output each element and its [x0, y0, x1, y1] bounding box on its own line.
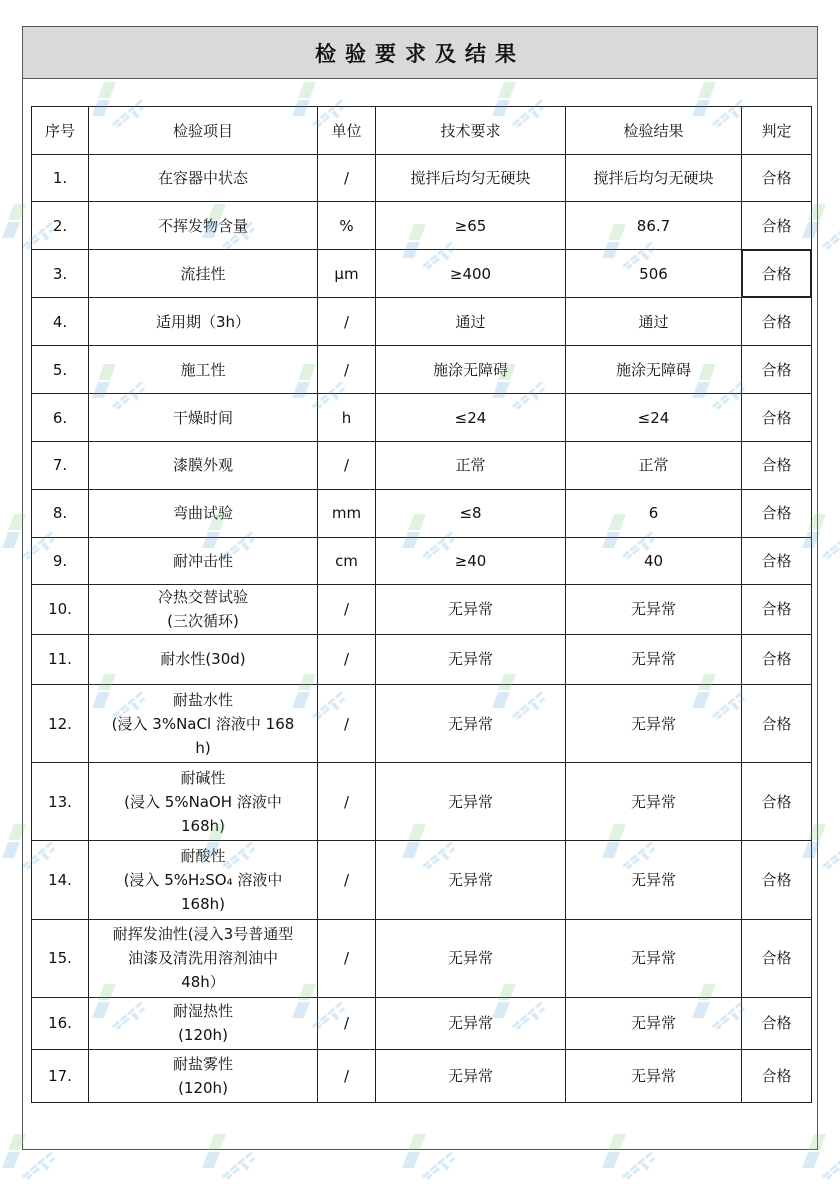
header-judgement: 判定	[742, 107, 812, 155]
table-row	[32, 489, 812, 537]
cell-result: 正常	[566, 441, 742, 489]
cell-unit: /	[318, 298, 376, 346]
table-row	[32, 841, 812, 919]
cell-item-line: 耐酸性	[180, 846, 226, 865]
header-item: 检验项目	[89, 107, 318, 155]
cell-requirement: ≥400	[376, 250, 566, 298]
cell-item	[89, 1049, 318, 1102]
cell-item-line: 油漆及清洗用溶剂油中	[127, 949, 278, 968]
cell-requirement: ≥65	[376, 202, 566, 250]
cell-unit: /	[318, 155, 376, 202]
cell-requirement: 通过	[376, 298, 566, 346]
cell-no: 16.	[32, 997, 89, 1049]
cell-item-line: 干燥时间	[172, 408, 233, 427]
cell-no: 1.	[32, 155, 89, 202]
cell-item	[89, 685, 318, 763]
cell-item	[89, 634, 318, 684]
cell-result: 无异常	[566, 685, 742, 763]
cell-judgement: 合格	[742, 685, 812, 763]
table-row	[32, 634, 812, 684]
cell-requirement: 无异常	[376, 841, 566, 919]
table-row	[32, 763, 812, 841]
table-row	[32, 584, 812, 634]
cell-item	[89, 997, 318, 1049]
header-result: 检验结果	[566, 107, 742, 155]
cell-item-line: 施工性	[180, 360, 226, 379]
cell-item	[89, 155, 318, 202]
cell-result: 无异常	[566, 919, 742, 997]
cell-unit: /	[318, 634, 376, 684]
table-row	[32, 250, 812, 298]
cell-item-line: 耐盐水性	[172, 690, 233, 709]
cell-result: 无异常	[566, 634, 742, 684]
cell-item-line: h)	[195, 738, 211, 757]
cell-judgement: 合格	[742, 919, 812, 997]
cell-item-line: 耐冲击性	[172, 551, 233, 570]
cell-requirement: 施涂无障碍	[376, 346, 566, 394]
cell-no: 11.	[32, 634, 89, 684]
table-row	[32, 685, 812, 763]
cell-judgement: 合格	[742, 584, 812, 634]
cell-unit: /	[318, 346, 376, 394]
cell-result: 无异常	[566, 841, 742, 919]
cell-judgement: 合格	[742, 537, 812, 584]
cell-judgement: 合格	[742, 1049, 812, 1102]
cell-item-line: 漆膜外观	[172, 456, 233, 475]
document-title: 检验要求及结果	[315, 40, 525, 66]
cell-result: 无异常	[566, 584, 742, 634]
cell-no: 17.	[32, 1049, 89, 1102]
inspection-results-table	[31, 106, 812, 1103]
table-row	[32, 346, 812, 394]
cell-result: 无异常	[566, 1049, 742, 1102]
cell-requirement: 无异常	[376, 584, 566, 634]
cell-item-line: 在容器中状态	[157, 169, 248, 188]
header-no: 序号	[32, 107, 89, 155]
cell-requirement: ≤24	[376, 394, 566, 441]
table-header-row	[32, 107, 812, 155]
cell-unit: cm	[318, 537, 376, 584]
cell-judgement: 合格	[742, 250, 812, 298]
cell-unit: /	[318, 441, 376, 489]
cell-requirement: 无异常	[376, 685, 566, 763]
cell-item-line: (三次循环)	[167, 612, 239, 631]
cell-no: 4.	[32, 298, 89, 346]
cell-no: 12.	[32, 685, 89, 763]
cell-item	[89, 250, 318, 298]
cell-requirement: ≥40	[376, 537, 566, 584]
cell-item-line: 流挂性	[180, 264, 226, 283]
cell-judgement: 合格	[742, 394, 812, 441]
cell-item	[89, 202, 318, 250]
cell-item-line: 耐碱性	[180, 768, 226, 787]
cell-requirement: 无异常	[376, 634, 566, 684]
cell-item-line: 48h）	[181, 973, 225, 992]
cell-requirement: 无异常	[376, 919, 566, 997]
cell-item-line: 不挥发物含量	[157, 216, 248, 235]
cell-item-line: 冷热交替试验	[157, 588, 248, 607]
title-bar	[22, 26, 818, 79]
cell-item	[89, 919, 318, 997]
cell-no: 2.	[32, 202, 89, 250]
cell-requirement: 无异常	[376, 997, 566, 1049]
cell-unit: h	[318, 394, 376, 441]
cell-result: 40	[566, 537, 742, 584]
cell-unit: /	[318, 919, 376, 997]
cell-unit: mm	[318, 489, 376, 537]
cell-requirement: ≤8	[376, 489, 566, 537]
cell-item-line: 耐水性(30d)	[160, 650, 246, 669]
cell-judgement: 合格	[742, 763, 812, 841]
cell-item-line: (120h)	[178, 1078, 228, 1097]
cell-item-line: (浸入 5%H₂SO₄ 溶液中	[123, 870, 283, 889]
cell-unit: /	[318, 841, 376, 919]
cell-judgement: 合格	[742, 155, 812, 202]
cell-item	[89, 441, 318, 489]
cell-unit: /	[318, 584, 376, 634]
cell-judgement: 合格	[742, 634, 812, 684]
cell-requirement: 搅拌后均匀无硬块	[376, 155, 566, 202]
cell-item-line: 弯曲试验	[172, 504, 233, 523]
cell-unit: %	[318, 202, 376, 250]
cell-no: 13.	[32, 763, 89, 841]
cell-unit: /	[318, 763, 376, 841]
cell-result: 施涂无障碍	[566, 346, 742, 394]
table-row	[32, 997, 812, 1049]
cell-item-line: 168h)	[181, 816, 225, 835]
cell-result: 6	[566, 489, 742, 537]
table-row	[32, 202, 812, 250]
table-row	[32, 441, 812, 489]
cell-unit: /	[318, 997, 376, 1049]
table-row	[32, 1049, 812, 1102]
cell-item-line: 168h)	[181, 894, 225, 913]
cell-result: 通过	[566, 298, 742, 346]
cell-result: 506	[566, 250, 742, 298]
cell-item	[89, 298, 318, 346]
header-requirement: 技术要求	[376, 107, 566, 155]
table-body	[32, 155, 812, 1103]
cell-unit: μm	[318, 250, 376, 298]
cell-no: 7.	[32, 441, 89, 489]
cell-no: 8.	[32, 489, 89, 537]
cell-no: 3.	[32, 250, 89, 298]
cell-result: ≤24	[566, 394, 742, 441]
cell-no: 6.	[32, 394, 89, 441]
cell-unit: /	[318, 685, 376, 763]
cell-no: 5.	[32, 346, 89, 394]
cell-requirement: 无异常	[376, 1049, 566, 1102]
cell-result: 搅拌后均匀无硬块	[566, 155, 742, 202]
cell-result: 86.7	[566, 202, 742, 250]
cell-no: 10.	[32, 584, 89, 634]
table-row	[32, 919, 812, 997]
cell-no: 9.	[32, 537, 89, 584]
cell-result: 无异常	[566, 763, 742, 841]
cell-result: 无异常	[566, 997, 742, 1049]
cell-item-line: 耐挥发油性(浸入3号普通型	[112, 925, 294, 944]
cell-item	[89, 584, 318, 634]
cell-judgement: 合格	[742, 997, 812, 1049]
cell-item	[89, 763, 318, 841]
cell-no: 15.	[32, 919, 89, 997]
cell-no: 14.	[32, 841, 89, 919]
cell-item	[89, 489, 318, 537]
cell-requirement: 正常	[376, 441, 566, 489]
cell-item	[89, 537, 318, 584]
cell-item	[89, 346, 318, 394]
cell-judgement: 合格	[742, 346, 812, 394]
cell-item-line: (浸入 3%NaCl 溶液中 168	[111, 714, 295, 733]
cell-item-line: 耐盐雾性	[172, 1054, 233, 1073]
cell-judgement: 合格	[742, 202, 812, 250]
cell-unit: /	[318, 1049, 376, 1102]
cell-judgement: 合格	[742, 441, 812, 489]
cell-item-line: (120h)	[178, 1026, 228, 1045]
cell-item-line: (浸入 5%NaOH 溶液中	[124, 792, 282, 811]
table-row	[32, 537, 812, 584]
cell-item	[89, 394, 318, 441]
cell-item-line: 耐湿热性	[172, 1002, 233, 1021]
cell-judgement: 合格	[742, 489, 812, 537]
cell-judgement: 合格	[742, 298, 812, 346]
header-unit: 单位	[318, 107, 376, 155]
table-row	[32, 155, 812, 202]
table-row	[32, 298, 812, 346]
cell-judgement: 合格	[742, 841, 812, 919]
cell-requirement: 无异常	[376, 763, 566, 841]
cell-item-line: 适用期（3h）	[155, 312, 251, 331]
table-row	[32, 394, 812, 441]
cell-item	[89, 841, 318, 919]
